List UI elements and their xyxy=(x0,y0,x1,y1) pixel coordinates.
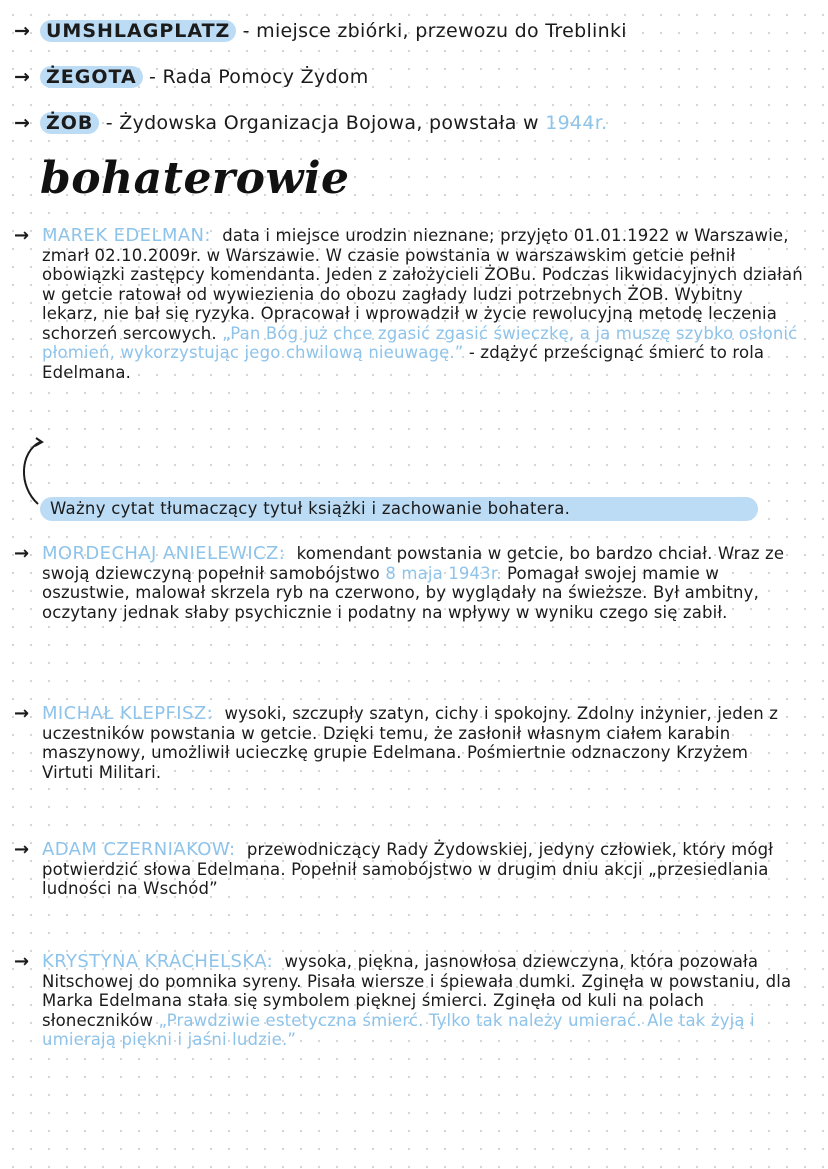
hero-description: komendant powstania w getcie, bo bardzo chciał. Wraz ze swoją dziewczyną popełnił samobójstwo xyxy=(42,544,785,583)
definition-zegota xyxy=(14,66,369,88)
arrow-icon: → xyxy=(14,225,30,246)
entry-body xyxy=(14,839,804,899)
arrow-icon: → xyxy=(14,112,31,134)
term-highlight: ŻOB xyxy=(40,112,99,134)
term-highlight: ŻEGOTA xyxy=(40,66,143,88)
entry-body xyxy=(14,225,804,382)
hero-quote: „Pan Bóg już chce zgasić zgasić świeczkę, a ja muszę szybko osłonić płomień, wykorzystując jego chwilową nieuwagę.” xyxy=(42,323,798,362)
hero-quote: „Prawdziwie estetyczna śmierć. Tylko tak należy umierać. Ale tak żyją i umierają piękni i jaśni ludzie.” xyxy=(42,1010,755,1049)
hero-note: - zdążyć prześcignąć śmierć to rola Edelmana. xyxy=(42,343,765,382)
definition-text: - miejsce zbiórki, przewozu do Treblinki xyxy=(242,20,627,42)
definition-umschlagplatz xyxy=(14,20,627,42)
arrow-icon: → xyxy=(14,543,30,564)
arrow-icon: → xyxy=(14,951,30,972)
section-title: bohaterowie xyxy=(40,153,350,204)
important-quote-note: Ważny cytat tłumaczący tytuł książki i zachowanie bohatera. xyxy=(40,497,758,521)
entry-body xyxy=(14,543,804,622)
hero-note: Pomagał swojej mamie w oszustwie, malował skrzela ryb na czerwono, by wyglądały na świeższe. Był ambitny, oczytany jednak słaby psychicznie i podatny na wpływy w wyniku czego się zabił. xyxy=(42,563,759,622)
hero-description: przewodniczący Rady Żydowskiej, jedyny człowiek, który mógł potwierdzić słowa Edelmana. Popełnił samobójstwo w drugim dniu akcji „przesiedlania ludności na Wschód” xyxy=(42,840,774,898)
entry-body xyxy=(14,703,804,782)
year-accent: 1944r. xyxy=(545,112,608,134)
entry-body xyxy=(14,951,804,1050)
arrow-icon: → xyxy=(14,839,30,860)
entry-michal-klepfisz xyxy=(14,704,804,782)
hero-description: wysoka, piękna, jasnowłosa dziewczyna, która pozowała Nitschowej do pomnika syreny. Pisała wiersze i śpiewała dumki. Zginęła w powstaniu, dla Marka Edelmana stała się symbolem pięknej śmierci. Zginęła od kuli na polach słoneczników xyxy=(42,952,792,1030)
entry-mordechaj-anielewicz xyxy=(14,544,804,622)
entry-adam-czerniakow xyxy=(14,840,804,899)
date-accent: 8 maja 1943r. xyxy=(385,563,502,583)
entry-marek-edelman xyxy=(14,226,804,382)
entry-krystyna-krachelska xyxy=(14,952,804,1050)
arrow-icon: → xyxy=(14,20,31,42)
term-highlight: UMSHLAGPLATZ xyxy=(40,20,236,42)
hero-name: ADAM CZERNIAKOW: xyxy=(42,839,236,860)
definition-text: - Żydowska Organizacja Bojowa, powstała w xyxy=(105,112,539,134)
hero-name: KRYSTYNA KRACHELSKA: xyxy=(42,951,274,972)
hero-name: MAREK EDELMAN: xyxy=(42,225,211,246)
arrow-icon: → xyxy=(14,66,31,88)
arrow-icon: → xyxy=(14,703,30,724)
definition-zob xyxy=(14,112,607,134)
hero-name: MICHAŁ KLEPFISZ: xyxy=(42,703,214,724)
definition-text: - Rada Pomocy Żydom xyxy=(149,66,369,88)
hero-description: wysoki, szczupły szatyn, cichy i spokojny. Zdolny inżynier, jeden z uczestników powstania w getcie. Dzięki temu, że zasłonił własnym ciałem karabin maszynowy, umożliwił ucieczkę grupie Edelmana. Pośmiertnie odznaczony Krzyżem Virtuti Militari. xyxy=(42,704,779,782)
hero-name: MORDECHAJ ANIELEWICZ: xyxy=(42,543,286,564)
hero-description: data i miejsce urodzin nieznane; przyjęto 01.01.1922 w Warszawie, zmarł 02.10.2009r. w Warszawie. W czasie powstania w warszawskim getcie pełnił obowiązki zastępcy komendanta. Jeden z założycieli ŻOBu. Podczas likwidacyjnych działań w getcie ratował od wywiezienia do obozu zagłady ludzi potrzebnych ŻOB. Wybitny lekarz, nie bał się ryzyka. Opracował i wprowadził w życie rewolucyjną metodę leczenia schorzeń sercowych. xyxy=(42,226,803,343)
